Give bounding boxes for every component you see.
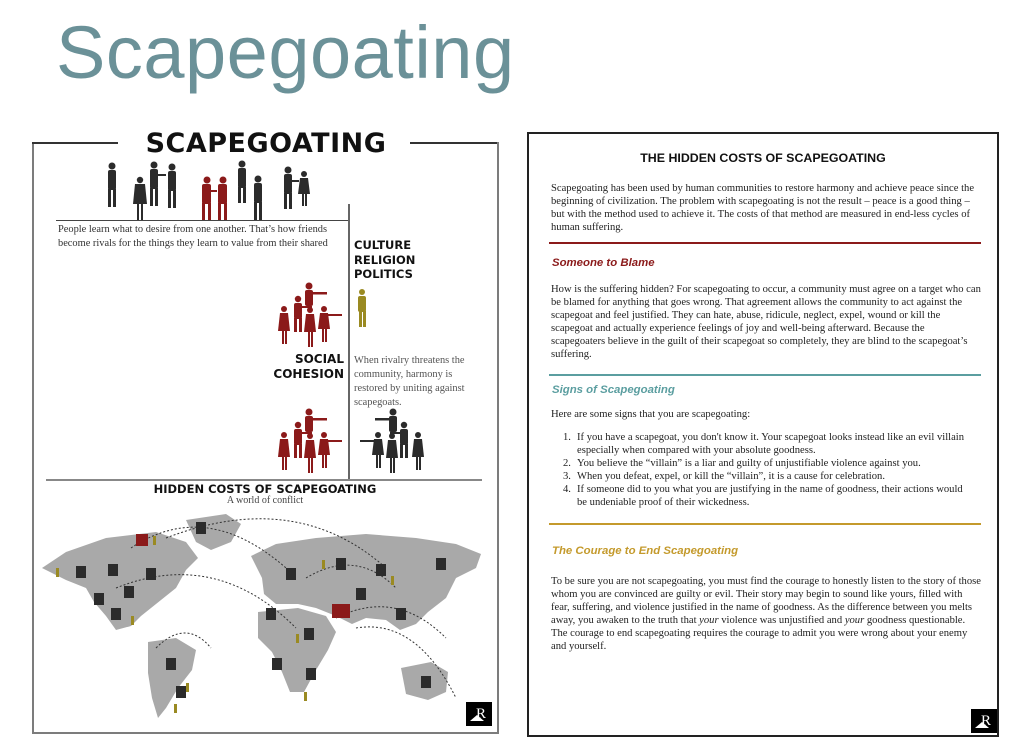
list-number: 3. — [563, 471, 571, 482]
person-silhouette — [238, 161, 246, 204]
emphasis-text: your — [699, 615, 719, 626]
title-rule-left — [32, 142, 118, 144]
south-america — [148, 638, 196, 718]
person-silhouette — [254, 176, 262, 221]
logo-icon — [971, 709, 997, 733]
logo-letter: R — [475, 705, 486, 722]
scapegoating-infographic — [32, 128, 498, 736]
logo-letter: R — [980, 712, 991, 729]
domain-politics: POLITICS — [354, 267, 413, 281]
domain-religion: RELIGION — [354, 252, 416, 267]
section-heading-blame: Someone to Blame — [552, 257, 655, 269]
list-text: If someone did to you what you are justifying in the name of goodness, their actions would be undeniable proof of their wickedness. — [577, 484, 963, 508]
document-intro: Scapegoating has been used by human communities to restore harmony and achieve peace since the beginning of civilization. The problem with scapegoating is not the result – peace is a good thing – but with the method used to achieve it. The costs of that method are measured in end-less cycles of human suffering. — [551, 183, 975, 233]
list-number: 1. — [563, 432, 571, 443]
divider-gold — [549, 523, 981, 525]
cohesion-label: COHESION — [273, 366, 344, 381]
emphasis-text: your — [844, 615, 865, 626]
accusing-group-red-illustration — [276, 408, 346, 478]
section-body-courage — [551, 575, 981, 653]
domain-culture: CULTURE — [354, 238, 412, 252]
document-title: THE HIDDEN COSTS OF SCAPEGOATING — [640, 151, 886, 165]
domains-list — [354, 238, 415, 282]
body-text: goodness questionable. The courage to end scapegoating requires the courage to admit you were wrong about your enemy and yourself. — [551, 615, 968, 652]
list-item — [563, 483, 973, 509]
section-lead-signs: Here are some signs that you are scapegoating: — [551, 409, 751, 420]
body-text: violence was unjustified and — [718, 615, 845, 626]
section-body-blame: How is the suffering hidden? For scapegoating to occur, a community must agree on a target who can be blamed for anything that goes wrong. That agreement allows the community to act against the scapegoat and feel justified. They can hate, abuse, ridicule, neglect, expel, wound or kill the scapegoat and actually experience feelings of joy and well-being afterward. Because the scapegoaters believe in the guilt of their scapegoat so completely, they are blind to the scapegoat’s suffering. — [551, 284, 981, 360]
ground-line — [56, 220, 350, 221]
section-heading-courage: The Courage to End Scapegoating — [552, 545, 739, 557]
cohesion-text: When rivalry threatens the community, harmony is restored by uniting against scapegoats. — [354, 355, 465, 408]
person-silhouette — [298, 171, 310, 206]
section-heading-signs: Signs of Scapegoating — [552, 384, 675, 396]
mimetic-desire-text: People learn what to desire from one another. That’s how friends become rivals for the things they learn to value from their shared — [58, 224, 328, 249]
crowd-silhouettes-illustration — [102, 160, 352, 222]
infographic-title: SCAPEGOATING — [145, 128, 387, 159]
person-silhouette — [108, 163, 116, 208]
social-cohesion-label — [242, 352, 344, 381]
signs-list — [563, 431, 973, 509]
person-silhouette — [133, 177, 147, 220]
rival-silhouette — [202, 177, 217, 221]
list-text: When you defeat, expel, or kill the “villain”, it is a cause for celebration. — [577, 471, 885, 482]
list-number: 4. — [563, 484, 571, 495]
person-silhouette — [284, 167, 299, 210]
body-text: To be sure you are not scapegoating, you must find the courage to honestly listen to the story of those whom you are convinced are guilty or evil. Their story may begin to sound like yours, filled with fear, suffering, and violence justified in the name of goodness. As the difference between you melts away, you awaken to the truth that — [551, 576, 981, 626]
accusing-group-illustration — [276, 282, 346, 352]
logo-icon — [466, 702, 492, 726]
document-page — [527, 132, 999, 737]
slide-title: Scapegoating — [56, 11, 515, 94]
person-silhouette — [168, 164, 176, 209]
divider-red — [549, 242, 981, 244]
map-subtitle: A world of conflict — [226, 495, 304, 506]
list-number: 2. — [563, 458, 571, 469]
person-silhouette — [150, 162, 166, 207]
section-divider — [46, 479, 482, 481]
list-text: You believe the “villain” is a liar and guilty of unjustifiable violence against you. — [577, 458, 921, 469]
divider-teal — [549, 374, 981, 376]
social-label: SOCIAL — [294, 352, 344, 366]
rival-silhouette — [218, 177, 227, 221]
list-text: If you have a scapegoat, you don't know it. Your scapegoat looks instead like an evil villain especially when compared with your absolute goodness. — [577, 432, 965, 456]
accusing-group-black-illustration — [356, 408, 426, 478]
greenland — [186, 514, 241, 550]
title-rule-right — [410, 142, 497, 144]
list-item — [563, 431, 973, 457]
scapegoat-silhouette — [356, 288, 370, 328]
list-item — [563, 457, 973, 470]
africa — [258, 608, 336, 692]
list-item — [563, 470, 973, 483]
map-title: HIDDEN COSTS OF SCAPEGOATING — [153, 482, 377, 496]
world-map-illustration — [36, 508, 492, 730]
